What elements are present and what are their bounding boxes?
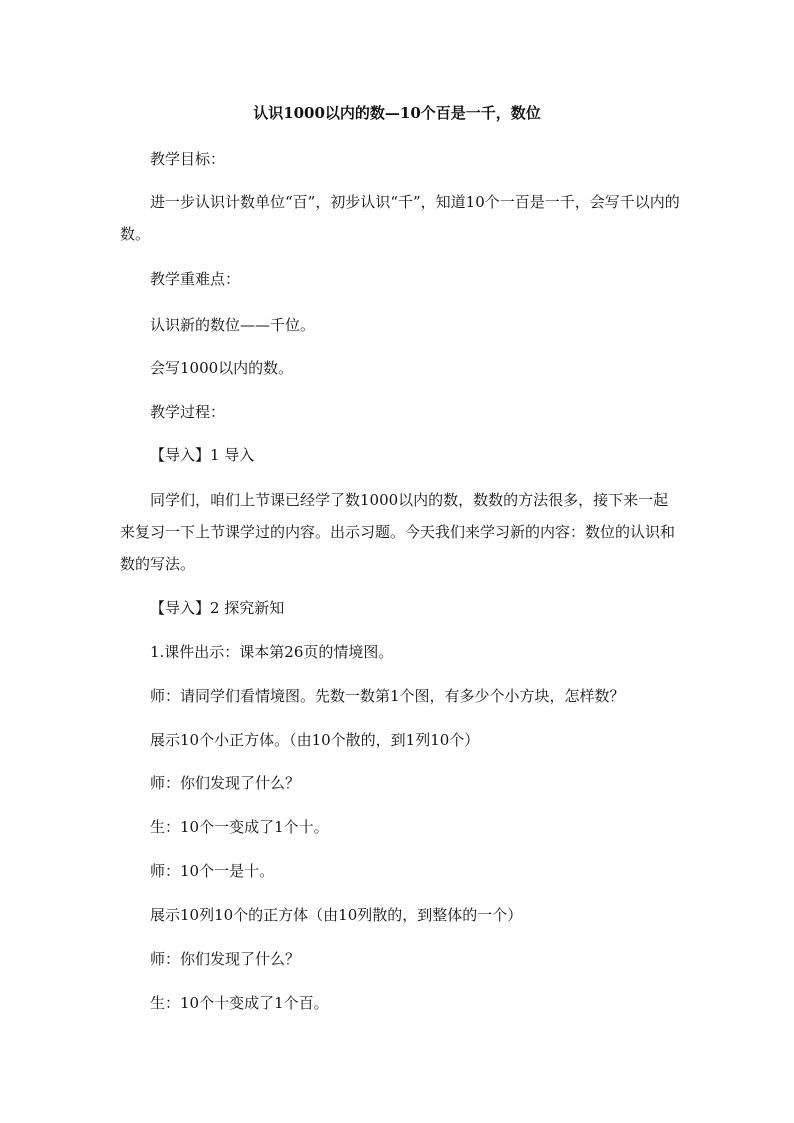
paragraph-show-100-cubes: 展示10列10个的正方体（由10列散的，到整体的一个） bbox=[150, 906, 523, 924]
paragraph-intro-heading-1: 【导入】1 导入 bbox=[150, 446, 255, 464]
paragraph-teacher-4: 师：你们发现了什么？ bbox=[150, 950, 301, 968]
paragraph-student-1: 生：10个一变成了1个十。 bbox=[150, 818, 329, 836]
paragraph-key-points-heading: 教学重难点： bbox=[150, 270, 241, 288]
paragraph-process-heading: 教学过程： bbox=[150, 403, 226, 421]
paragraph-teaching-goals: 进一步认识计数单位“百”，初步认识“千”，知道10个一百是一千，会写千以内的数。 bbox=[120, 193, 680, 243]
paragraph-step-1: 1.课件出示：课本第26页的情境图。 bbox=[150, 643, 394, 661]
paragraph-teacher-3: 师：10个一是十。 bbox=[150, 862, 275, 880]
paragraph-intro-text: 同学们，咱们上节课已经学了数1000以内的数，数数的方法很多，接下来一起来复习一下上节课学过的内容。出示习题。今天我们来学习新的内容：数位的认识和数的写法。 bbox=[120, 491, 676, 573]
paragraph-show-10-cubes: 展示10个小正方体。（由10个散的，到1列10个） bbox=[150, 731, 480, 749]
document-title: 认识1000以内的数—10个百是一千，数位 bbox=[253, 104, 541, 122]
paragraph-teacher-2: 师：你们发现了什么？ bbox=[150, 774, 301, 792]
paragraph-student-2: 生：10个十变成了1个百。 bbox=[150, 994, 329, 1012]
paragraph-key-point-1: 认识新的数位——千位。 bbox=[150, 316, 316, 334]
paragraph-intro-heading-2: 【导入】2 探究新知 bbox=[150, 599, 285, 617]
paragraph-key-point-2: 会写1000以内的数。 bbox=[150, 359, 294, 377]
paragraph-teaching-goals-heading: 教学目标： bbox=[150, 150, 226, 168]
paragraph-teacher-1: 师：请同学们看情境图。先数一数第1个图，有多少个小方块，怎样数？ bbox=[150, 687, 625, 705]
